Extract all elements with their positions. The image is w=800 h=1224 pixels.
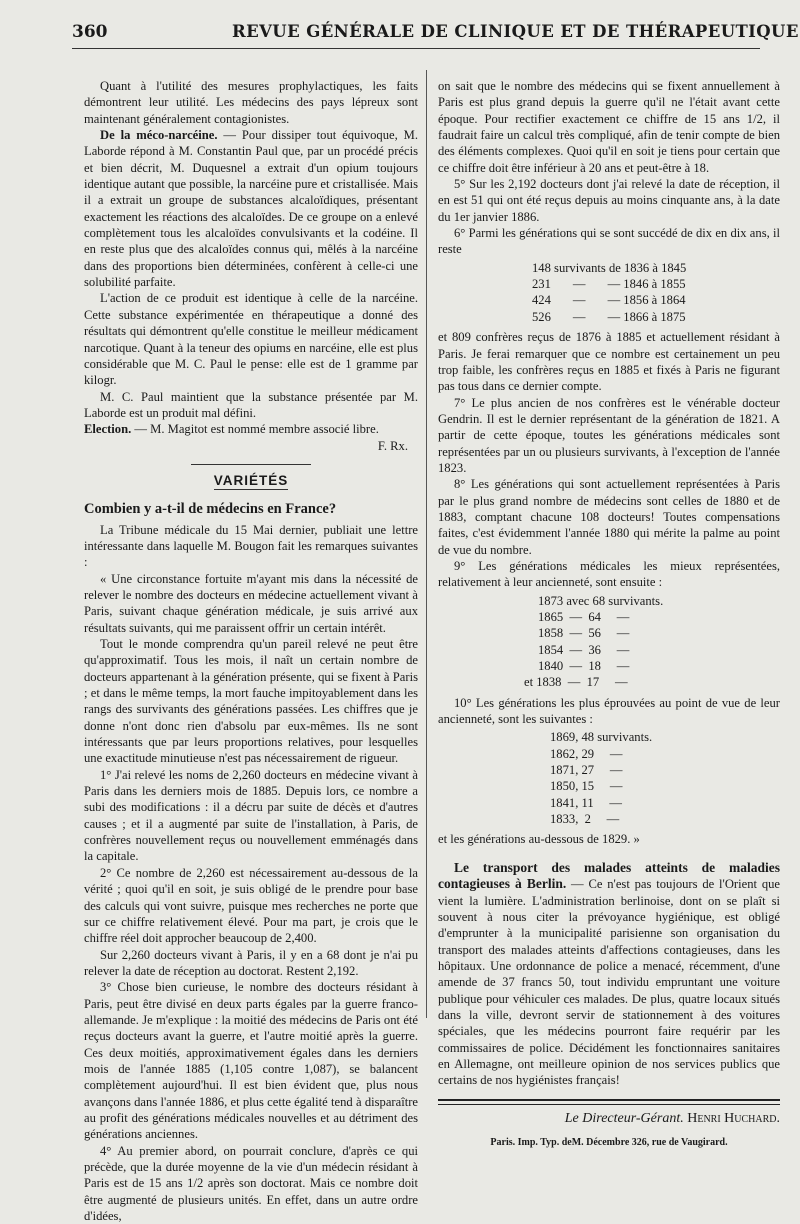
table-row: 1854 — 36 — <box>538 642 630 657</box>
table-row: 424 — — 1856 à 1864 <box>532 293 686 308</box>
paragraph: 5° Sur les 2,192 docteurs dont j'ai relevé la date de réception, il en est 51 qui ont été reçus depuis au moins cinquante ans, à la date du 1er janvier 1886. <box>438 177 780 224</box>
article-title: Combien y a-t-il de médecins en France? <box>84 501 337 518</box>
table-row: 231 — — 1846 à 1855 <box>532 277 686 292</box>
table-row: 1858 — 56 — <box>538 626 630 641</box>
paragraph: on sait que le nombre des médecins qui se fixent annuellement à Paris est plus grand depuis la guerre qu'il ne l'était avant cette époque. Pour rectifier exactement ce chiffre de 15 ans 1/2, il faudrait faire un calcul très compliqué, afin de tenir compte de bien des éléments complexes. Quoi qu'il en soit je tiens pour certain que ce chiffre doit être inférieur à 20 ans et peut-être à 18. <box>438 79 780 175</box>
table-row: 1865 — 64 — <box>538 610 630 624</box>
paragraph: 4° Au premier abord, on pourrait conclure, d'après ce qui précède, que la durée moyenne de la vie d'un médecin résidant à Paris est de 15 ans 1/2 après son doctorat. Mais ce nombre doit être augmenté de plusieurs unités. En effet, dans un autre ordre d'idées, <box>84 1143 418 1224</box>
paragraph: 3° Chose bien curieuse, le nombre des docteurs résidant à Paris, peut être divisé en deux parts égales par la guerre franco-allemande. Je m'explique : la moitié des médecins de Paris ont été reçus docteurs avant la guerre, et l'autre moitié après la guerre. Ces deux moitiés, approximativement égales dans les derniers mois de l'année 1885 (1,105 contre 1,087), se balancent complètement aujourd'hui. Il est bien évident que, plus nous avançons dans l'année 1886, et plus cette égalité tend à disparaître au profit des générations médicales nouvelles et au détriment des générations anciennes. <box>84 980 418 1142</box>
paragraph: La Tribune médicale du 15 Mai dernier, publiait une lettre intéressante dans laquelle M. Bougon fait les remarques suivantes : <box>84 522 418 570</box>
section-rule <box>191 464 311 465</box>
survivors-table <box>438 260 780 325</box>
table-row: 526 — — 1866 à 1875 <box>532 309 686 324</box>
footer-rule <box>438 1099 780 1105</box>
paragraph: 6° Parmi les générations qui se sont succédé de dix en dix ans, il reste <box>438 226 780 257</box>
paragraph: 7° Le plus ancien de nos confrères est le vénérable docteur Gendrin. Il est le dernier représentant de la génération de 1821. A partir de cette époque, toutes les générations médicales sont représentées par un ou plusieurs survivants, à l'exception de l'année 1823. <box>438 395 780 475</box>
paragraph-heading: De la méco-narcéine. <box>100 128 218 143</box>
table-row: 1850, 15 — <box>550 779 623 794</box>
most-tested-table <box>438 729 780 827</box>
paragraph: M. C. Paul maintient que la substance présentée par M. Laborde est un produit mal défini. <box>84 389 418 420</box>
paragraph: Sur 2,260 docteurs vivant à Paris, il y en a 68 dont je n'ai pu relever la date de réception au doctorat. Restent 2,192. <box>84 947 418 978</box>
paragraph: et les générations au-dessous de 1829. » <box>438 832 640 847</box>
running-title: REVUE GÉNÉRALE DE CLINIQUE ET DE THÉRAPEUTIQUE <box>232 22 799 41</box>
director-signature: Le Directeur-Gérant. Henri Huchard. <box>564 1110 780 1126</box>
paragraph: 10° Les générations les plus éprouvées au point de vue de leur ancienneté, sont les suivantes : <box>438 695 780 727</box>
paragraph: et 809 confrères reçus de 1876 à 1885 et actuellement résidant à Paris. Je ferai remarquer que ce nombre est certainement un peu trop faible, les confrères reçus en 1885 et fixés à Paris ne figurant pas tous dans ce dernier compte. <box>438 330 780 394</box>
paragraph: 1° J'ai relevé les noms de 2,260 docteurs en médecine vivant à Paris dans les derniers mois de 1885. Depuis lors, ce nombre a subi des modifications : il a décru par suite de décès et d'autres causes ; et il a augmenté par suite de l'installation, à Paris, de confrères nouvellement reçus ou nouvellement emménagés dans la capitale. <box>84 767 418 864</box>
left-column <box>84 78 418 1224</box>
table-row: 1873 avec 68 survivants. <box>538 593 664 608</box>
table-row: 148 survivants de 1836 à 1845 <box>532 260 687 275</box>
table-row: 1869, 48 survivants. <box>550 730 653 745</box>
right-column <box>438 78 780 1151</box>
paragraph: Quant à l'utilité des mesures prophylactiques, les faits démontrent leur utilité. Les médecins des pays lépreux sont maintenant généralement contagionistes. <box>84 79 418 126</box>
article-title: Le transport des malades atteints de maladies contagieuses à Berlin. <box>438 859 780 892</box>
column-divider <box>426 70 427 1018</box>
paragraph: De la méco-narcéine. — Pour dissiper tout équivoque, M. Laborde répond à M. Constantin Paul que, par un procédé précis et bien décrit, M. Duquesnel a extrait d'un opium toujours identique autant que possible, la narcéine pure et cristallisée. Mais il a extrait un groupe de substances alcaloïdiques, présentant exactement les réactions des alcaloïdes. De ce groupe on a enlevé complètement tous les alcaloïdes convulsivants et la codéine. Il en reste plus que des alcaloïdes connus qui, mêlés à la narcéine dans des proportions bien déterminées, confèrent à celle-ci une solubilité parfaite. <box>84 128 418 290</box>
table-row: 1841, 11 — <box>550 795 622 810</box>
paragraph: « Une circonstance fortuite m'ayant mis dans la nécessité de relever le nombre des docteurs en médecine actuellement vivant à Paris, suivant chaque génération médicale, je suis arrivé aux résultats suivants, qui me paraissent offrir un certain intérêt. <box>84 571 418 635</box>
paragraph: 2° Ce nombre de 2,260 est nécessairement au-dessous de la vérité ; quoi qu'il en soit, je suis obligé de le prendre pour base des calculs qui vont suivre, puisque mes recherches ne porte que sur ce chiffre relativement élevé. Pour ma part, je crois que le chiffre réel doit approcher beaucoup de 2,400. <box>84 865 418 946</box>
page-number: 360 <box>72 22 108 42</box>
paragraph: Election. — M. Magitot est nommé membre associé libre. <box>84 422 379 437</box>
table-row: 1871, 27 — <box>550 763 623 778</box>
paragraph: 9° Les générations médicales les mieux représentées, relativement à leur ancienneté, sont ensuite : <box>438 558 780 590</box>
table-row: 1862, 29 — <box>550 746 623 761</box>
printer-imprint: Paris. Imp. Typ. deM. Décembre 326, rue de Vaugirard. <box>490 1136 728 1148</box>
table-row: 1840 — 18 — <box>538 659 630 674</box>
paragraph: L'action de ce produit est identique à celle de la narcéine. Cette substance expérimentée en thérapeutique a donné des résultats qui démontrent qu'elle constitue le meilleur médicament narcotique. Quant à la teneur des opiums en narcéine, elle est plus considérable que M. C. Paul le pense: elle est de 1 gramme par kilogr. <box>84 291 418 388</box>
page-header <box>72 22 799 49</box>
paragraph: Le transport des malades atteints de maladies contagieuses à Berlin. — Ce n'est pas toujours de l'Orient que vient la lumière. L'administration berlinoise, dont on se plaît si souvent à nous citer la prévoyance hygiénique, est obligé d'emprunter à la municipalité parisienne son organisation du transport des malades atteints d'affections contagieuses, dans les hôpitaux. Une ordonnance de police a menacé, récemment, d'une amende de 37 francs 50, tout individu empruntant une voiture publique pour véhiculer ces malades. De plus, quatre locaux situés dans la ville, devront servir de stationnement à des voitures spéciales, que les médecins pourront faire requérir par les commissaires de police. Décidément les fonctionnaires sanitaires en Allemagne, ont meilleure opinion de nos services publics que certains de nos hygiénistes français! <box>438 859 780 1088</box>
signature: F. Rx. <box>377 438 408 453</box>
paragraph: 8° Les générations qui sont actuellement représentées à Paris par le plus grand nombre de médecins sont celles de 1880 et de 1883, comptant chacune 108 docteurs! Toutes compensations faites, c'est évidemment l'année 1880 qui mérite la palme au point de vue du nombre. <box>438 477 780 557</box>
paragraph: Tout le monde comprendra qu'un pareil relevé ne peut être qu'approximatif. Tous les mois, il naît un certain nombre de docteurs appartenant à la génération présente, qui se fixent à Paris ; et dans le même temps, la mort fauche impitoyablement dans les rangs des survivants des générations passées. Les chiffres que je donne n'ont donc rien d'absolu par eux-mêmes. Ils ne sont intéressants que par leurs proportions relatives, pour lesquelles une exactitude minutieuse n'est pas nécessairement de rigueur. <box>84 637 418 766</box>
best-represented-table <box>438 593 780 691</box>
section-title: VARIÉTÉS <box>213 472 289 488</box>
table-row: 1833, 2 — <box>550 812 620 827</box>
paragraph-heading: Election. <box>84 422 132 437</box>
table-row: et 1838 — 17 — <box>524 675 628 690</box>
